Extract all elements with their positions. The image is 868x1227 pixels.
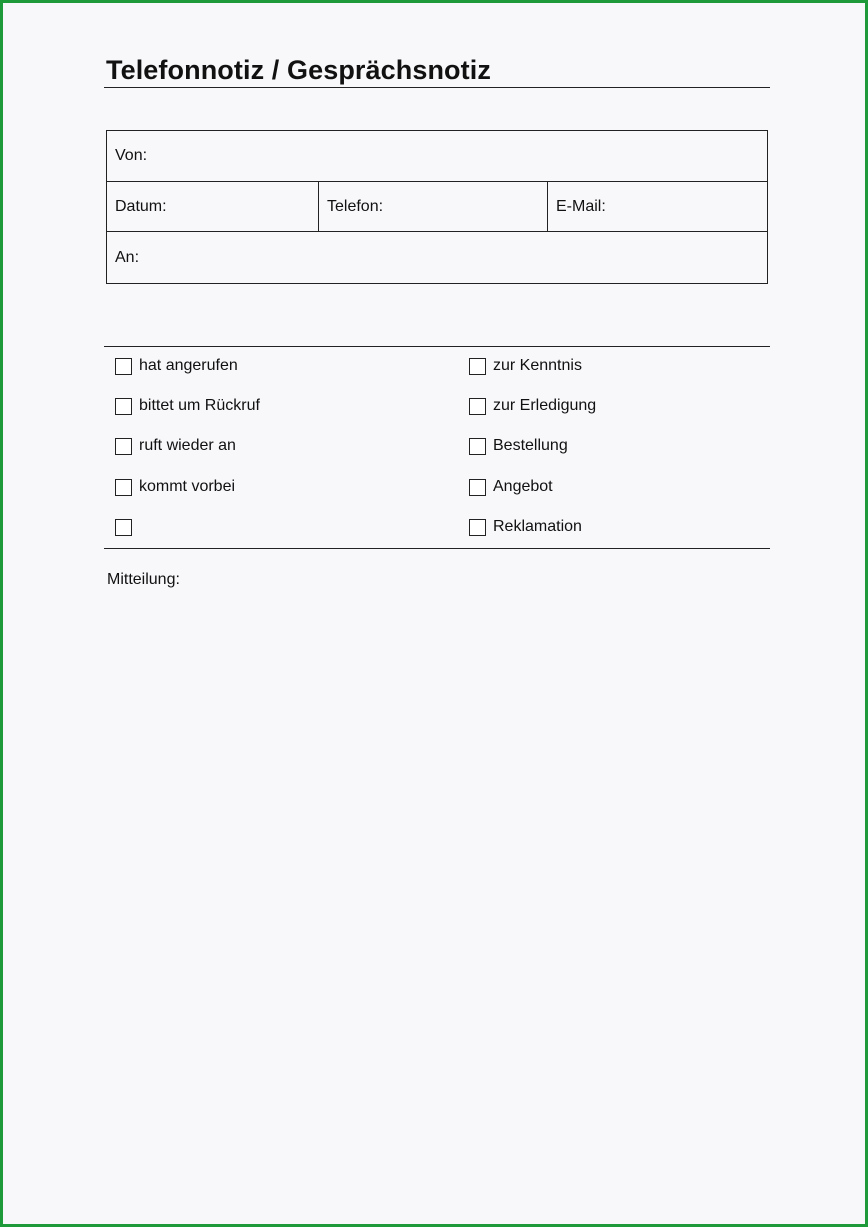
from-field[interactable] xyxy=(107,131,767,181)
checkbox-square-icon[interactable] xyxy=(469,398,486,415)
checkbox-callback[interactable] xyxy=(115,396,260,416)
checkbox-label: Reklamation xyxy=(493,518,582,535)
checkbox-bottom-rule xyxy=(104,548,770,549)
checkbox-label: zur Kenntnis xyxy=(493,357,582,374)
to-row xyxy=(107,232,767,283)
checkbox-square-icon[interactable] xyxy=(469,358,486,375)
checkbox-drops-by[interactable] xyxy=(115,477,235,497)
date-field[interactable] xyxy=(107,182,319,231)
checkbox-square-icon[interactable] xyxy=(115,438,132,455)
checkbox-square-icon[interactable] xyxy=(469,519,486,536)
email-label: E-Mail: xyxy=(556,197,606,215)
checkbox-called[interactable] xyxy=(115,356,238,376)
checkbox-custom[interactable] xyxy=(115,517,139,537)
checkbox-label: bittet um Rückruf xyxy=(139,397,260,414)
checkbox-square-icon[interactable] xyxy=(115,398,132,415)
checkbox-square-icon[interactable] xyxy=(469,438,486,455)
details-row xyxy=(107,182,767,232)
checkbox-square-icon[interactable] xyxy=(115,519,132,536)
checkbox-label: zur Erledigung xyxy=(493,397,597,414)
checkbox-label: Angebot xyxy=(493,478,553,495)
from-row xyxy=(107,131,767,182)
checkbox-square-icon[interactable] xyxy=(115,479,132,496)
checkbox-label: ruft wieder an xyxy=(139,437,236,454)
checkbox-label: hat angerufen xyxy=(139,357,238,374)
checkbox-square-icon[interactable] xyxy=(469,479,486,496)
checkbox-label: Bestellung xyxy=(493,437,568,454)
from-label: Von: xyxy=(115,147,148,164)
title-underline xyxy=(104,87,770,88)
email-field[interactable] xyxy=(548,182,767,231)
checkbox-for-action[interactable] xyxy=(469,396,596,416)
to-field[interactable] xyxy=(107,232,767,283)
phone-field[interactable] xyxy=(319,182,548,231)
to-label: An: xyxy=(115,248,140,266)
checkbox-complaint[interactable] xyxy=(469,517,582,537)
message-label: Mitteilung: xyxy=(107,571,180,588)
checkbox-top-rule xyxy=(104,346,770,347)
checkbox-order[interactable] xyxy=(469,436,568,456)
contact-info-table xyxy=(106,130,768,284)
checkbox-for-information[interactable] xyxy=(469,356,582,376)
checkbox-label: kommt vorbei xyxy=(139,478,236,495)
checkbox-square-icon[interactable] xyxy=(115,358,132,375)
checkbox-calls-again[interactable] xyxy=(115,436,236,456)
date-label: Datum: xyxy=(115,197,167,215)
phone-label: Telefon: xyxy=(327,197,384,215)
checkbox-offer[interactable] xyxy=(469,477,553,497)
page-title: Telefonnotiz / Gesprächsnotiz xyxy=(106,55,491,85)
